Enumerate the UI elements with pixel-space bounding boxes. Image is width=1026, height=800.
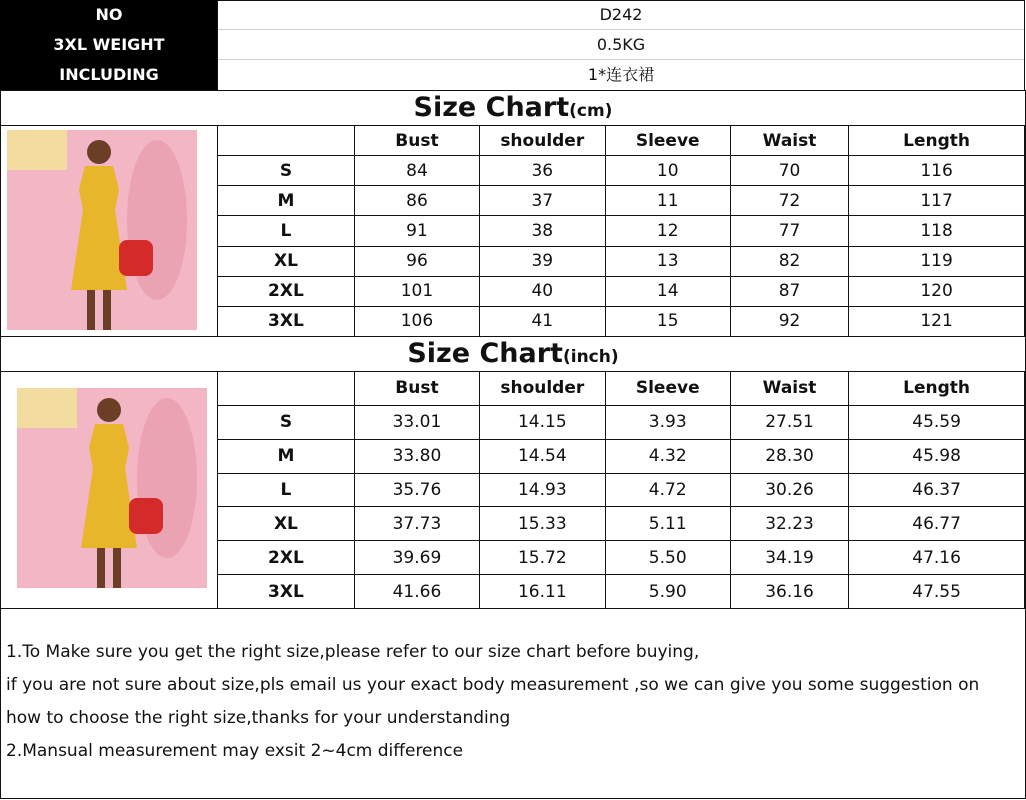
measurement-cell-waist: 27.51 xyxy=(730,405,848,439)
measurement-cell-bust: 106 xyxy=(354,306,479,336)
model-head-2 xyxy=(97,398,121,422)
measurement-cell-waist: 87 xyxy=(730,276,848,306)
measurement-cell-shoulder: 38 xyxy=(480,216,606,246)
measurement-cell-bust: 91 xyxy=(354,216,479,246)
measurement-cell-shoulder: 41 xyxy=(480,306,606,336)
size-label-cell: M xyxy=(218,186,355,216)
measurement-cell-length: 45.59 xyxy=(849,405,1025,439)
table-row xyxy=(218,405,1025,439)
measurement-cell-shoulder: 36 xyxy=(480,156,606,186)
measurement-cell-length: 46.77 xyxy=(849,507,1025,541)
table-row xyxy=(218,439,1025,473)
table-row xyxy=(218,186,1025,216)
size-label-cell: XL xyxy=(218,246,355,276)
measurement-cell-length: 120 xyxy=(849,276,1025,306)
measurement-cell-shoulder: 14.54 xyxy=(480,439,606,473)
measurement-cell-shoulder: 15.72 xyxy=(480,541,606,575)
measurement-cell-waist: 92 xyxy=(730,306,848,336)
info-frame xyxy=(217,0,1025,91)
note-line-3: how to choose the right size,thanks for your understanding xyxy=(6,708,511,728)
size-label-cell: 3XL xyxy=(218,306,355,336)
size-chart-cm-title xyxy=(0,90,1026,129)
handbag xyxy=(119,240,153,276)
measurement-cell-sleeve: 13 xyxy=(605,246,730,276)
size-label-cell: S xyxy=(218,405,355,439)
measurement-cell-sleeve: 15 xyxy=(605,306,730,336)
size-chart-inch-title-text: Size Chart xyxy=(407,338,563,369)
measurement-cell-waist: 82 xyxy=(730,246,848,276)
product-photo-cm xyxy=(0,125,218,337)
note-line-4: 2.Mansual measurement may exsit 2~4cm difference xyxy=(6,741,464,761)
measurement-cell-bust: 86 xyxy=(354,186,479,216)
measurement-cell-length: 121 xyxy=(849,306,1025,336)
measurement-cell-shoulder: 14.15 xyxy=(480,405,606,439)
column-header-sleeve: Sleeve xyxy=(605,126,730,156)
column-header-length: Length xyxy=(849,372,1025,406)
measurement-cell-bust: 35.76 xyxy=(354,473,479,507)
measurement-cell-waist: 28.30 xyxy=(730,439,848,473)
measurement-cell-sleeve: 5.90 xyxy=(605,575,730,609)
measurement-cell-length: 47.55 xyxy=(849,575,1025,609)
measurement-cell-shoulder: 15.33 xyxy=(480,507,606,541)
size-label-cell: S xyxy=(218,156,355,186)
table-header-row xyxy=(218,126,1025,156)
header-blank-cell xyxy=(218,126,355,156)
measurement-cell-length: 45.98 xyxy=(849,439,1025,473)
measurement-cell-bust: 84 xyxy=(354,156,479,186)
size-label-cell: 2XL xyxy=(218,276,355,306)
measurement-cell-length: 118 xyxy=(849,216,1025,246)
column-header-sleeve: Sleeve xyxy=(605,372,730,406)
measurement-cell-bust: 101 xyxy=(354,276,479,306)
measurement-cell-bust: 37.73 xyxy=(354,507,479,541)
measurement-cell-sleeve: 5.50 xyxy=(605,541,730,575)
info-label-no: NO xyxy=(95,5,123,24)
model-leg-right-2 xyxy=(113,548,121,588)
measurement-cell-length: 116 xyxy=(849,156,1025,186)
notes-divider xyxy=(0,608,1026,609)
measurement-cell-bust: 33.80 xyxy=(354,439,479,473)
size-label-cell: M xyxy=(218,439,355,473)
measurement-cell-bust: 41.66 xyxy=(354,575,479,609)
measurement-cell-shoulder: 14.93 xyxy=(480,473,606,507)
measurement-cell-length: 47.16 xyxy=(849,541,1025,575)
measurement-cell-waist: 77 xyxy=(730,216,848,246)
table-header-row xyxy=(218,372,1025,406)
dress-model-image-2 xyxy=(17,388,207,588)
size-table-cm xyxy=(217,125,1025,337)
note-line-2: if you are not sure about size,pls email us your exact body measurement ,so we can give you some suggestion on xyxy=(6,675,980,695)
size-chart-cm-title-text: Size Chart xyxy=(413,92,570,123)
table-row xyxy=(218,473,1025,507)
measurement-cell-waist: 70 xyxy=(730,156,848,186)
info-label-weight: 3XL WEIGHT xyxy=(53,35,165,54)
column-header-shoulder: shoulder xyxy=(480,126,606,156)
info-value-no: D242 xyxy=(218,0,1024,30)
measurement-cell-shoulder: 37 xyxy=(480,186,606,216)
measurement-cell-sleeve: 12 xyxy=(605,216,730,246)
info-value-including: 1*连衣裙 xyxy=(587,65,655,84)
table-row xyxy=(218,276,1025,306)
size-table-inch xyxy=(217,371,1025,609)
measurement-cell-waist: 34.19 xyxy=(730,541,848,575)
measurement-cell-waist: 36.16 xyxy=(730,575,848,609)
measurement-cell-shoulder: 40 xyxy=(480,276,606,306)
measurement-cell-sleeve: 10 xyxy=(605,156,730,186)
column-header-waist: Waist xyxy=(730,372,848,406)
size-label-cell: L xyxy=(218,216,355,246)
measurement-cell-sleeve: 5.11 xyxy=(605,507,730,541)
measurement-cell-waist: 32.23 xyxy=(730,507,848,541)
size-chart-cm-unit: (cm) xyxy=(569,101,613,121)
measurement-cell-bust: 39.69 xyxy=(354,541,479,575)
table-row xyxy=(218,156,1025,186)
product-photo-inch xyxy=(0,371,218,609)
column-header-bust: Bust xyxy=(354,126,479,156)
measurement-cell-length: 117 xyxy=(849,186,1025,216)
measurement-cell-sleeve: 4.72 xyxy=(605,473,730,507)
size-label-cell: 2XL xyxy=(218,541,355,575)
measurement-cell-length: 46.37 xyxy=(849,473,1025,507)
handbag-2 xyxy=(129,498,163,534)
model-leg-left-2 xyxy=(97,548,105,588)
info-label-including: INCLUDING xyxy=(59,65,159,84)
table-row xyxy=(218,575,1025,609)
model-leg-right xyxy=(103,290,111,330)
table-row xyxy=(218,216,1025,246)
table-row xyxy=(218,507,1025,541)
measurement-cell-shoulder: 39 xyxy=(480,246,606,276)
table-row xyxy=(218,246,1025,276)
measurement-cell-shoulder: 16.11 xyxy=(480,575,606,609)
measurement-cell-waist: 30.26 xyxy=(730,473,848,507)
note-line-1: 1.To Make sure you get the right size,please refer to our size chart before buying, xyxy=(6,642,700,662)
model-leg-left xyxy=(87,290,95,330)
column-header-length: Length xyxy=(849,126,1025,156)
measurement-cell-sleeve: 11 xyxy=(605,186,730,216)
size-chart-inch-unit: (inch) xyxy=(562,347,619,367)
info-value-weight: 0.5KG xyxy=(218,30,1024,60)
column-header-bust: Bust xyxy=(354,372,479,406)
measurement-cell-bust: 96 xyxy=(354,246,479,276)
column-header-shoulder: shoulder xyxy=(480,372,606,406)
size-label-cell: 3XL xyxy=(218,575,355,609)
table-row xyxy=(218,541,1025,575)
measurement-cell-waist: 72 xyxy=(730,186,848,216)
measurement-cell-length: 119 xyxy=(849,246,1025,276)
model-head xyxy=(87,140,111,164)
measurement-cell-sleeve: 3.93 xyxy=(605,405,730,439)
size-chart-inch-title xyxy=(0,336,1026,375)
column-header-waist: Waist xyxy=(730,126,848,156)
measurement-cell-sleeve: 14 xyxy=(605,276,730,306)
measurement-cell-sleeve: 4.32 xyxy=(605,439,730,473)
measurement-cell-bust: 33.01 xyxy=(354,405,479,439)
header-blank-cell xyxy=(218,372,355,406)
size-label-cell: XL xyxy=(218,507,355,541)
dress-model-image xyxy=(7,130,197,330)
table-row xyxy=(218,306,1025,336)
size-label-cell: L xyxy=(218,473,355,507)
